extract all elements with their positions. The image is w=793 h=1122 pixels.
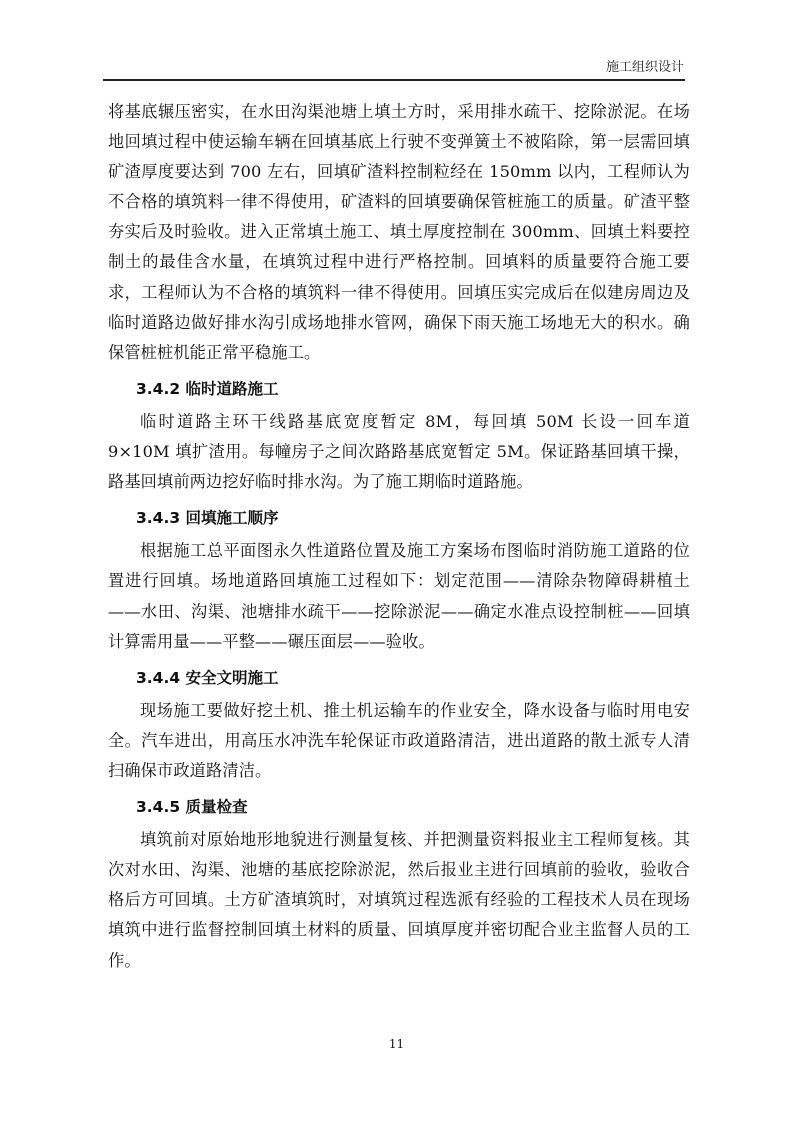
header-divider [103,79,685,81]
paragraph-backfill-sequence: 根据施工总平面图永久性道路位置及施工方案场布图临时消防施工道路的位置进行回填。场地道路回填施工过程如下：划定范围——清除杂物障碍耕植土——水田、沟渠、池塘排水疏干——挖除淤泥——确定水准点设控制桩——回填计算需用量——平整——碾压面层——验收。 [108,541,690,651]
section-heading-3-4-3: 3.4.3 回填施工顺序 [136,509,279,528]
paragraph-continuation: 将基底辗压密实，在水田沟渠池塘上填土方时，采用排水疏干、挖除淤泥。在场地回填过程中使运输车辆在回填基底上行驶不变弹簧土不被陷除，第一层需回填矿渣厚度要达到 700 左右，回填矿渣料控制粒经在 150mm 以内，工程师认为不合格的填筑料一律不得使用，矿渣料的回填要确保管桩施工的质量。矿渣平整夯实后及时验收。进入正常填土施工、填土厚度控制在 300mm、回填土料要控制土的最佳含水量，在填筑过程中进行严格控制。回填料的质量要符合施工要求，工程师认为不合格的填筑料一律不得使用。回填压实完成后在似建房周边及临时道路边做好排水沟引成场地排水管网，确保下雨天施工场地无大的积水。确保管桩桩机能正常平稳施工。 [108,102,690,362]
paragraph-temporary-road: 临时道路主环干线路基底宽度暂定 8M，每回填 50M 长设一回车道 9×10M 填扩渣用。每幢房子之间次路路基底宽暂定 5M。保证路基回填干操，路基回填前两边挖好临时排水沟。为了施工期临时道路施。 [108,411,690,492]
paragraph-safety: 现场施工要做好挖土机、推土机运输车的作业安全，降水设备与临时用电安全。汽车进出，用高压水冲洗车轮保证市政道路清洁，进出道路的散土派专人清扫确保市政道路清洁。 [108,700,690,780]
section-heading-3-4-5: 3.4.5 质量检查 [136,798,248,817]
paragraph-quality-check: 填筑前对原始地形地貌进行测量复核、并把测量资料报业主工程师复核。其次对水田、沟渠、池塘的基底挖除淤泥，然后报业主进行回填前的验收，验收合格后方可回填。土方矿渣填筑时，对填筑过程选派有经验的工程技术人员在现场填筑中进行监督控制回填土材料的质量、回填厚度并密切配合业主监督人员的工作。 [108,830,690,970]
page-number: 11 [388,1037,405,1051]
running-header-title: 施工组织设计 [605,60,684,75]
section-heading-3-4-2: 3.4.2 临时道路施工 [136,379,279,398]
document-body [108,97,690,976]
section-heading-3-4-4: 3.4.4 安全文明施工 [136,668,279,687]
